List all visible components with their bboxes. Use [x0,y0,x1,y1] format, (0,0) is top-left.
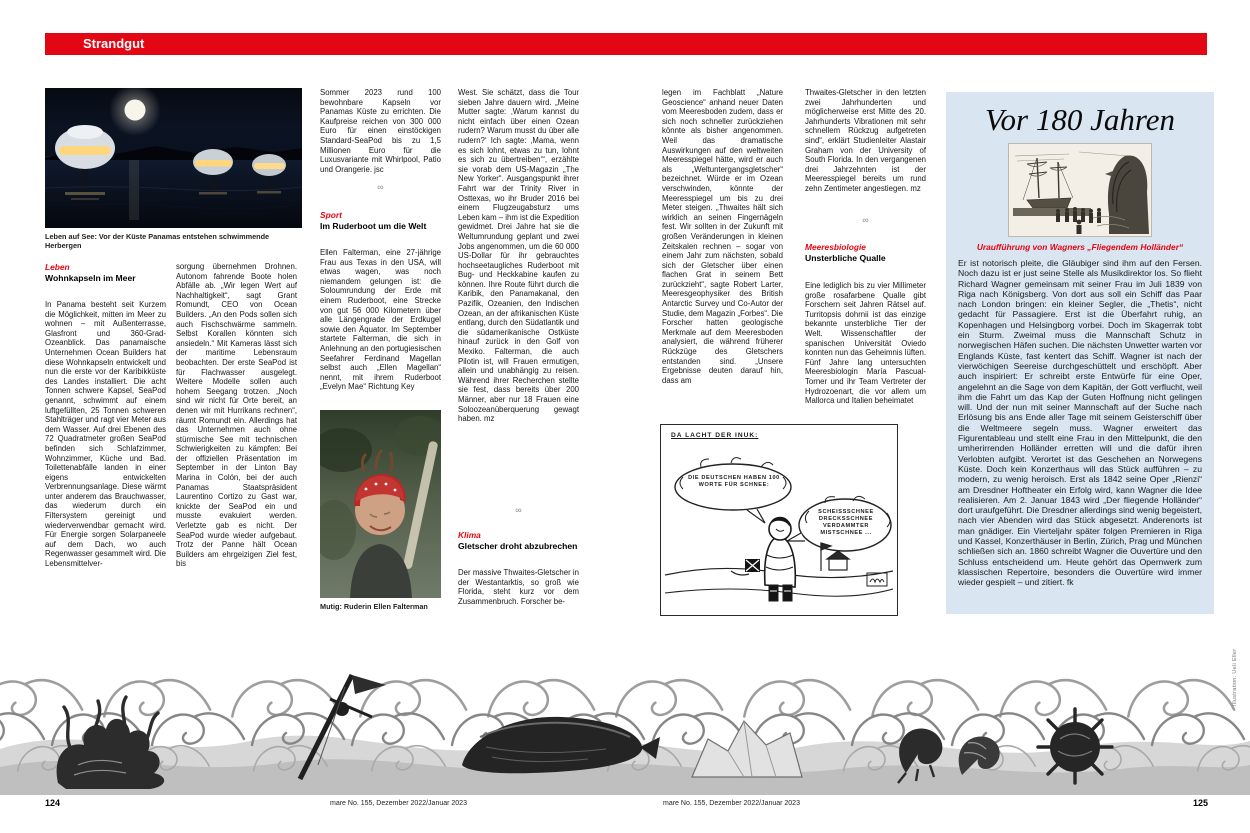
leben-column-1: In Panama besteht seit Kurzem die Möglichkeit, mitten im Meer zu wohnen – mit Außenterrasse, Glasfront und 360-Grad-Ozeanblick. Das panamaische Unternehmen Ocean Builders hat diese Wohnkapseln entwickelt und nun die erste vor der Karibikküste des Landes installiert. Die acht Tonnen schwere Kapsel, SeaPod genannt, schwimmt auf einem luftgefüllten, 25 Tonnen schweren Stahlträger und ragt vier Meter aus dem Wasser. Auf drei Ebenen des 72 Quadratmeter großen SeaPod befinden sich Schlafzimmer, Wohnzimmer, Küche und Bad. Toilettenabfälle landen in einer eigens entwickelten Verbrennungsanlage. Diese wärmt unter anderem das Brauchwasser, das wiederum durch ein Filtersystem gereinigt und wiederverwendbar gemacht wird. Für Energie sorgen Solarpaneele auf dem Dach, wo auch Regenwasser gesammelt wird. Die Lebensmittelver- [45,300,166,569]
section-header-bar [45,33,1207,55]
ship [1023,158,1073,208]
cartoon-bubble-2: SCHEISSSCHNEE DRECKSSCHNEE VERDAMMTER MISTSCHNEE ... [818,509,874,536]
leben-column-3: Sommer 2023 rund 100 bewohnbare Kapseln vor Panamas Küste zu errichten. Die Kaufpreise reichen von 300 000 Euro für einen einstöckigen Standard-SeaPod bis zu 1,5 Millionen Euro für die Luxusvariante mit Whirlpool, Patio und Orangerie. jsc [320,88,441,174]
rubric-leben: Leben [45,262,70,272]
klima-column-1: Der massive Thwaites-Gletscher in der Westantarktis, so groß wie Florida, steht kurz vor dem Zusammenbruch. Forscher be- [458,568,579,606]
iceberg-rock [692,721,802,777]
cartoon-bubble-1: DIE DEUTSCHEN HABEN 100 WORTE FÜR SCHNEE: [688,475,780,488]
klima-column-3: Thwaites-Gletscher in den letzten zwei Jahrhunderten und möglicherweise erst Mitte des 20. Jahrhunderts Vibrationen mit sehr schnellem Rückzug aufgetreten sind“, erklärt Studienleiter Alastair Graham von der University of South Florida. In den vergangenen drei Jahrzehnten ist der Meeresspiegel bereits um rund zehn Zentimeter angestiegen. mz [805,88,926,193]
title-gletscher: Gletscher droht abzubrechen [458,541,578,551]
rower-photo-caption: Mutig: Ruderin Ellen Falterman [320,602,428,611]
sled-box [731,559,760,575]
inuk-figure [765,517,796,601]
seapod-night-photo [45,88,302,228]
inuk-cartoon [660,424,898,616]
rower-photo [320,410,441,598]
main-photo-caption: Leben auf See: Vor der Küste Panamas entstehen schwimmende Herbergen [45,232,270,250]
feature-caption: Uraufführung von Wagners „Fliegendem Holländer“ [976,242,1184,252]
issue-line-left: mare No. 155, Dezember 2022/Januar 2023 [330,800,467,807]
sport-column-1: Ellen Falterman, eine 27-jährige Frau aus Texas in den USA, will etwas wagen, was noch niemandem gelungen ist: die Soloumrundung der Erde mit einem Ruderboot, eine Strecke von gut 56 000 Kilometern über alle Längengrade der Erdkugel sowie den Äquator. Im September startete Falterman, die sich in Anlehnung an den portugiesischen Seefahrer Ferdinand Magellan selbst auch „Ellen Magellan“ nennt, mit ihrem Ruderboot „Evelyn Mae“ Richtung Key [320,248,441,392]
page-number-right: 125 [1193,798,1209,808]
spiky-ball [1038,709,1112,783]
section-ornament: ∞ [862,215,869,225]
section-ornament: ∞ [515,505,522,515]
page-number-left: 124 [45,798,61,808]
feature-body: Er ist notorisch pleite, die Gläubiger sind ihm auf den Fersen. Noch dazu ist er just seine Stelle als Musikdirektor los. So flieht Richard Wagner gemeinsam mit seiner Frau im Juli 1839 von Riga nach Königsberg. Von dort aus soll ein Schiff das Paar nach London bringen: ein kleiner Segler, die „Thetis“, nicht gedacht für Passagiere. Erst ist die Überfahrt ruhig, an Kopenhagen und Helsingborg vorbei. Doch im Skagerrak tobt ein Sturm. Zweimal muss die Mannschaft Schutz in norwegischen Häfen suchen. Die nächsten Unwetter warten vor Englands Küste, fast kentert das Schiff. Wagner ist nach der vierwöchigen Seereise durchgeschüttelt und erschöpft. Aber auch inspiriert: Er schreibt erste Entwürfe für eine Oper, angelehnt an die Sage von dem Kapitän, der Gott verflucht, weil ihm die Fahrt um das Kap der Guten Hoffnung nicht gelingen will. Und der nun mit seiner Mannschaft auf der Suche nach Erlösung bis ans Ende aller Tage mit seinem Geisterschiff über die Weltmeere segeln muss. Wagner erweitert das Figurentableau und stellt eine Frau in den Mittelpunkt, die den umherirrenden Holländer erretten will und die dafür ihren Verlobten aufgibt. Verortet ist das Geschehen an Norwegens Küste. Doch kein Konzerthaus will das Stück aufführen – zu modern, zu wenig heroisch. Erst als 1842 seine Oper „Rienzi“ am Dresdner Hoftheater ein Erfolg wird, kann Wagner die Idee realisieren. Am 2. Januar 1843 wird „Der fliegende Holländer“ dort uraufgeführt. Die Dresdner allerdings sind wenig begeistert, nach vier Abenden wird das Stück abgesetzt. Anderenorts ist man gnädiger. Ein Vierteljahr später folgen Premieren in Riga und Kassel, Konzerthäuser in Berlin, Zürich, Prag und München schließen sich an. 1860 schreibt Wagner die Ouvertüre und den Schluss entscheidend um. Heute gehört das Opernwerk zum klassischen Repertoire, besonders die Ouvertüre wird immer wieder gespielt – und zitiert. fk [958,258,1202,588]
leben-column-2: sorgung übernehmen Drohnen. Autonom fahrende Boote holen Abfälle ab. „Wir legen Wert auf Nachhaltigkeit“, sagt Grant Romundt, CEO von Ocean Builders. „An den Pods sollen sich auch Fischschwärme sammeln. Selbst Korallen könnten sich ansiedeln.“ Mit Kameras lässt sich der maritime Lebensraum beobachten. Der erste SeaPod ist für Flachwasser ausgelegt. Weitere Modelle sollen auch hohem Seegang trotzen. „Noch sind wir nicht für Orte bereit, an denen wir mit Hurrikans rechnen“, räumt Romundt ein. Allerdings hat das Unternehmen auch ohne stürmische See mit technischen Schwierigkeiten zu kämpfen: Bei der offiziellen Präsentation im September in der Linton Bay Marina in Colón, bei der auch Panamas Staatspräsident Laurentino Cortizo zu Gast war, knickte der SeaPod ein und musste evakuiert werden. Verletzte gab es nicht. Der SeaPod wurde wieder aufgebaut. Trotz der Panne hält Ocean Builders am ehrgeizigen Ziel fest, bis [176,262,297,569]
moon [125,100,146,121]
section-title: Strandgut [83,36,145,51]
feature-vor-180-jahren [946,92,1214,614]
cartoon-title: DA LACHT DER INUK: [671,432,759,439]
rubric-meeresbiologie: Meeresbiologie [805,242,866,252]
issue-line-right: mare No. 155, Dezember 2022/Januar 2023 [663,800,800,807]
feature-headline: Vor 180 Jahren [985,102,1175,137]
illustration-credit: Illustration: Ueli Eller [1232,648,1238,706]
title-ruderboot: Im Ruderboot um die Welt [320,221,427,231]
rubric-klima: Klima [458,530,481,540]
flotsam-wave-illustration [0,645,1250,795]
rubric-sport: Sport [320,210,342,220]
klima-column-2: legen im Fachblatt „Nature Geoscience“ anhand neuer Daten vom Meeresboden zudem, dass er sich noch schneller zurückziehen könnte als bisher angenommen. Weil das dramatische Auswirkungen auf den weltweiten Meeresspiegel hätte, wird er auch als „Weltuntergangsgletscher“ bezeichnet. Würde er im Ozean verschwinden, könnte der Meeresspiegel um bis zu drei Meter steigen. „Thwaites hält sich wirklich an seinen Fingernägeln fest. Wir sollten in der Zukunft mit großen Veränderungen in kleinen Zeitskalen rechnen – sogar von einem Jahr zum nächsten, sobald sich der Gletscher über einen flachen Grat in seinem Bett zurückzieht“, sagte Robert Larter, Meeresgeophysiker des British Antarctic Survey und Co-Autor der Studie, dem Magazin „Forbes“. Die Forscher hatten geologische Merkmale auf dem Meeresboden analysiert, die während früherer Rückzüge des Gletschers entstanden sind. „Unsere Ergebnisse deuten darauf hin, dass am [662,88,783,385]
sport-column-2: West. Sie schätzt, dass die Tour sieben Jahre dauern wird. „Meine Mutter sagte: ‚Warum kannst du nicht einfach über einen Ozean rudern? Warum musst du über alle rudern?‘ Ich sagte: ‚Mama, wenn es sich lohnt, etwas zu tun, lohnt es sich zu übertreiben‘“, erzählte sie vorab dem US-Magazin „The New Yorker“. Ausgangspunkt ihrer Fahrt war der Trinity River in Osttexas, wo ihr Bruder 2016 bei einem Flugzeugabsturz ums Leben kam – ihm ist die Expedition gewidmet. Drei Jahre hat sie die Weltumrundung geplant und zwei Jobs angenommen, um die 60 000 US-Dollar für ihr gebrauchtes hochseetaugliches Ruderboot mit Bug- und Heckkabine kaufen zu können. Ihre Route führt durch die Karibik, den Panamakanal, den Pazifik, Ozeanien, den Indischen Ozean, an der afrikanischen Küste entlang, durch den Südatlantik und die südamerikanische Ostküste hinauf zurück in den Golf von Mexiko. Falterman, die auch Pilotin ist, will Frauen ermutigen, allein und unabhängig zu reisen. Während ihrer Recherchen stellte sie fest, dass bereits über 200 Männer, aber nur 18 Frauen eine Soloozeanüberquerung gewagt haben. mz [458,88,579,424]
tree-mass [1108,155,1149,234]
title-wohnkapseln: Wohnkapseln im Meer [45,273,136,283]
hollaender-engraving [1008,143,1152,237]
title-qualle: Unsterbliche Qualle [805,253,886,263]
meeresbiologie-column-1: Eine lediglich bis zu vier Millimeter große rosafarbene Qualle gibt Forschern seit Jahren Rätsel auf. Turritopsis dohrnii ist das einzige bekannte unsterbliche Tier der Welt. Wissenschaftler der spanischen Universität Oviedo konnten nun das Geheimnis lüften. Fünf Jahre lang untersuchten Meeresbiologin María Pascual-Torner und ihr Team Vertreter der Hydrozoenart, die vor allem um Mallorca und Italien beheimatet [805,281,926,406]
section-ornament: ∞ [377,182,384,192]
